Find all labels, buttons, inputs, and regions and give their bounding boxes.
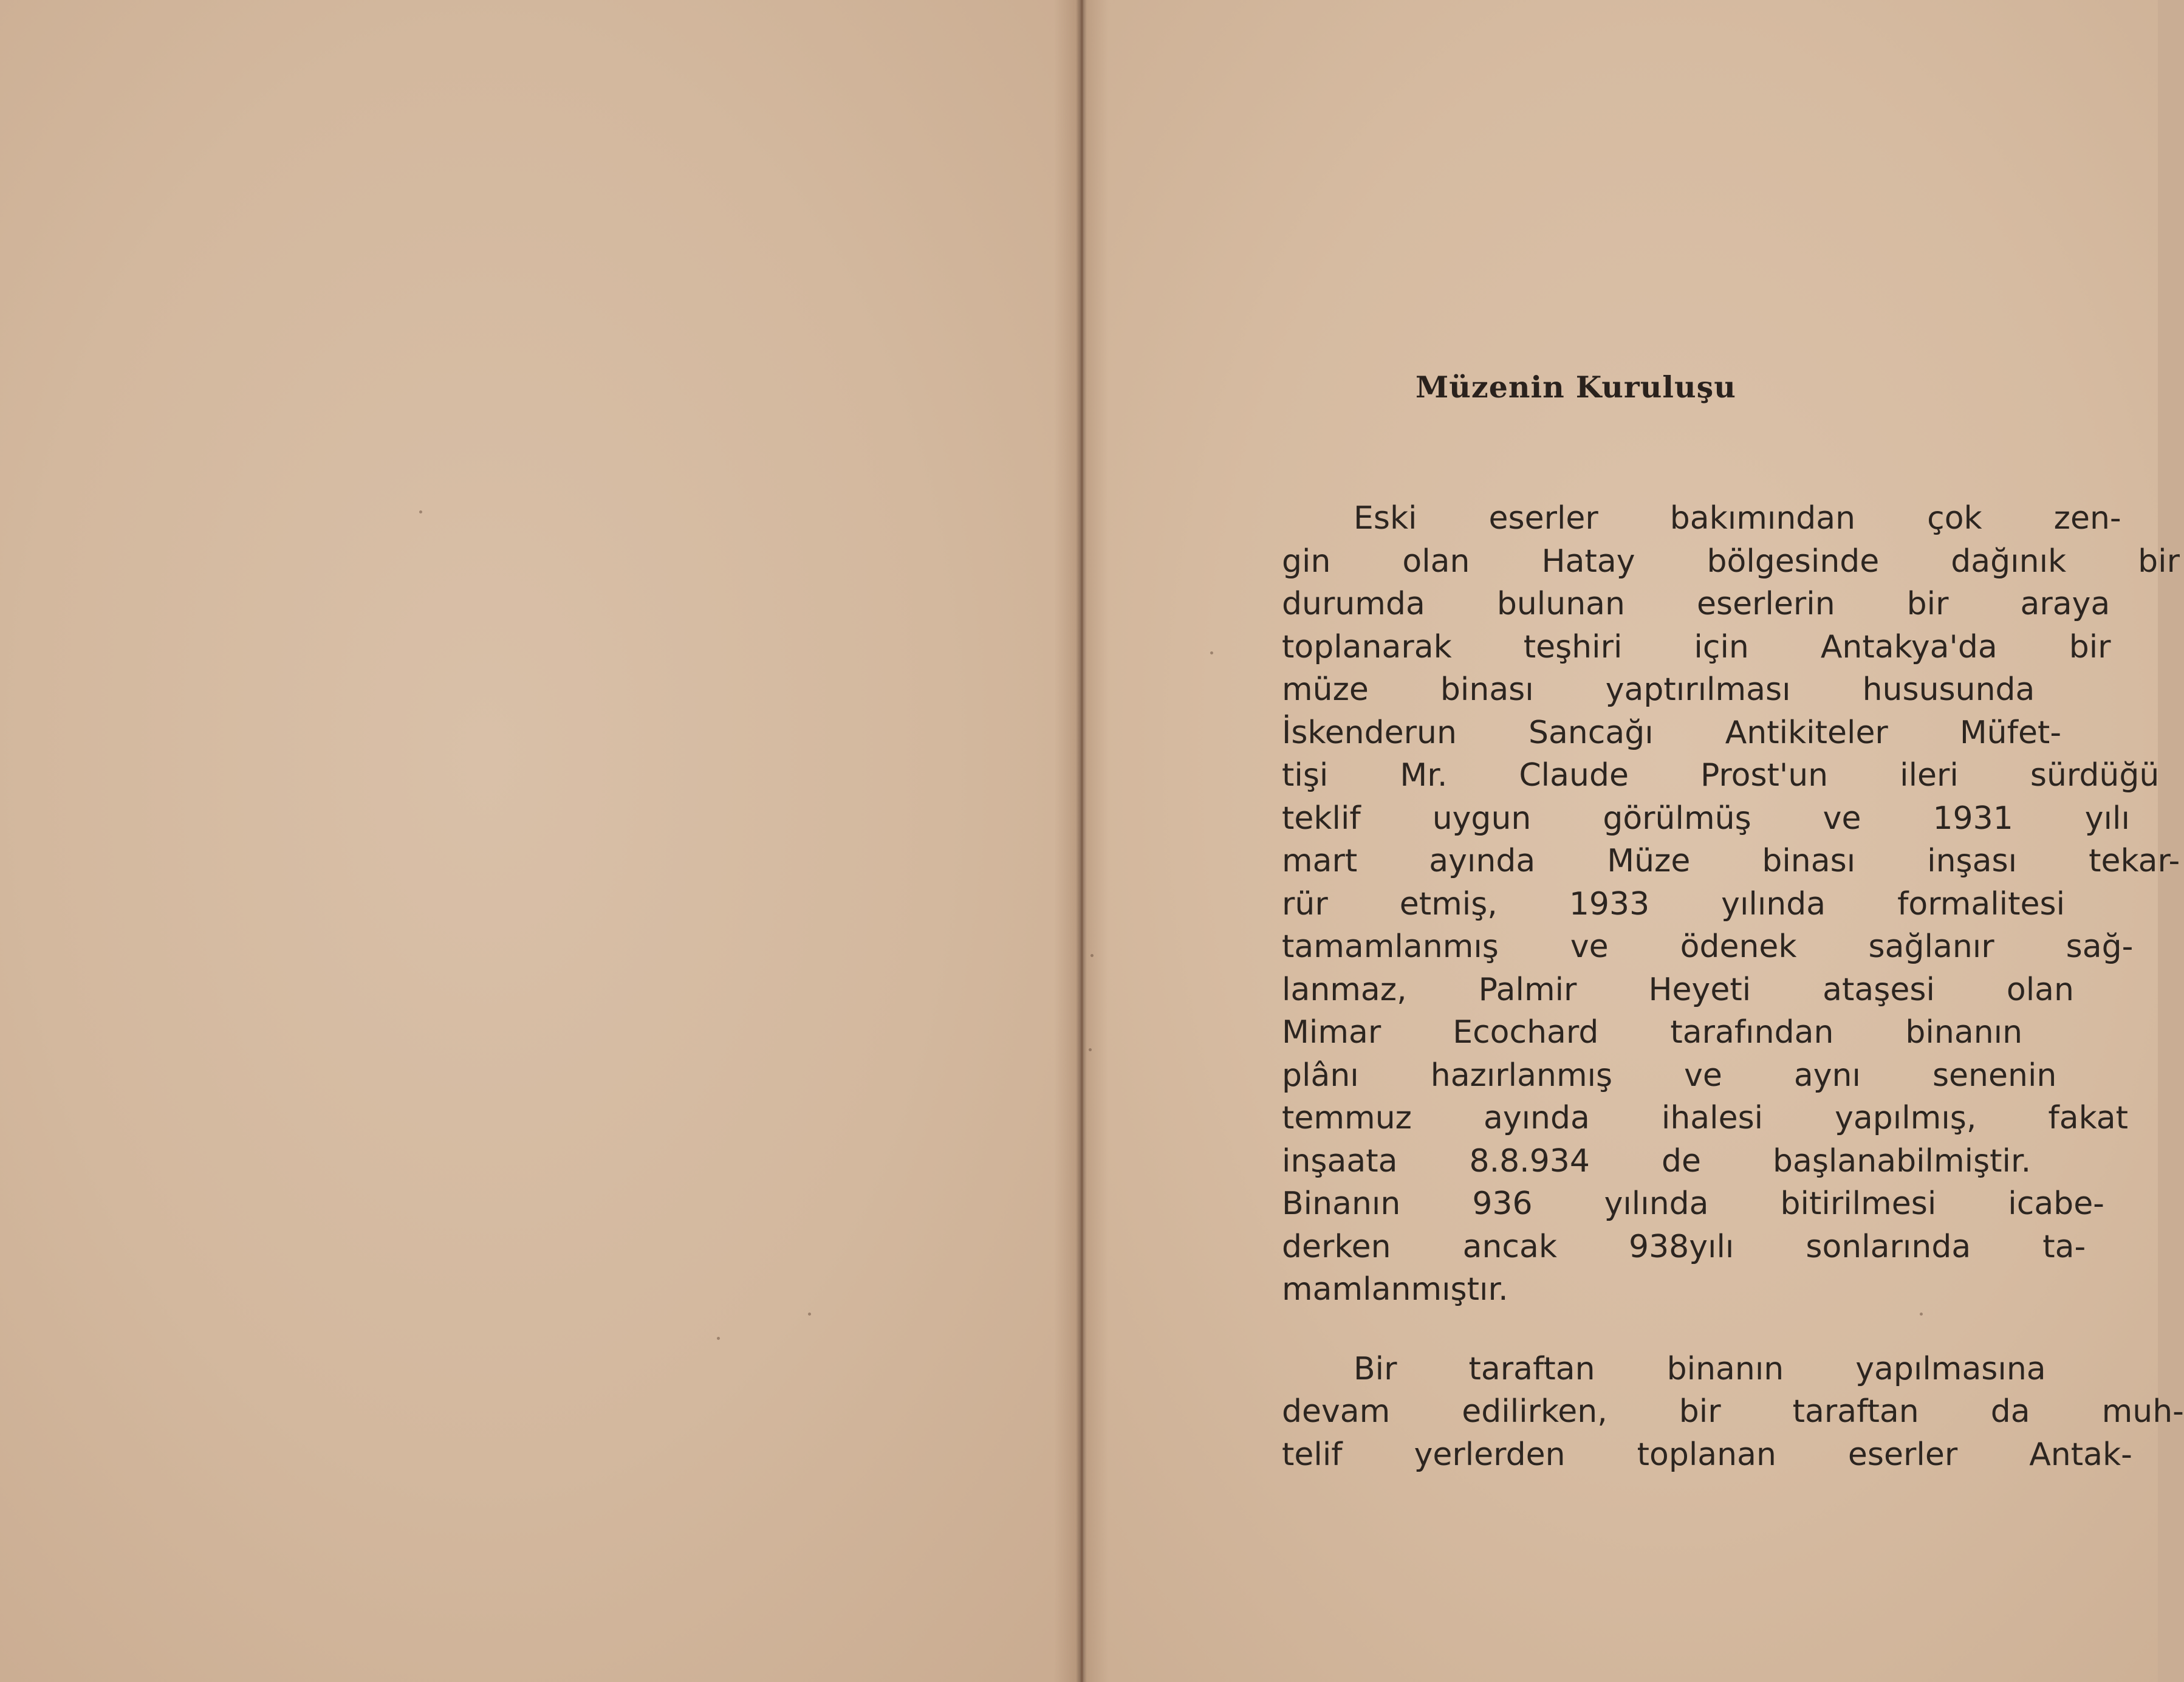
paper-speck [1090, 954, 1094, 957]
text-line: rür etmiş, 1933 yılında formalitesi [1282, 885, 2066, 922]
section-heading: Müzenin Kuruluşu [1415, 369, 1736, 405]
text-line: inşaata 8.8.934 de başlanabilmiştir. [1282, 1142, 2032, 1179]
text-line: tamamlanmış ve ödenek sağlanır sağ- [1282, 929, 2134, 965]
text-line: derken ancak 938yılı sonlarında ta- [1282, 1228, 2086, 1265]
text-line: telif yerlerden toplanan eserler Antak- [1282, 1436, 2132, 1473]
text-line: Binanın 936 yılında bitirilmesi icabe- [1282, 1186, 2104, 1222]
paper-speck [1089, 1048, 1092, 1051]
text-line: Mimar Ecochard tarafından binanın [1282, 1014, 2023, 1051]
text-line: tişi Mr. Claude Prost'un ileri sürdüğü [1282, 757, 2160, 794]
text-line: müze binası yaptırılması hususunda [1282, 671, 2035, 708]
text-line: Eski eserler bakımından çok zen- [1354, 500, 2121, 537]
paper-speck [419, 510, 422, 513]
text-line: gin olan Hatay bölgesinde dağınık bir [1282, 543, 2180, 580]
text-line: teklif uygun görülmüş ve 1931 yılı [1282, 800, 2130, 837]
text-line: mart ayında Müze binası inşası tekar- [1282, 843, 2180, 879]
text-line: plânı hazırlanmış ve aynı senenin [1282, 1057, 2057, 1094]
body-text [1210, 497, 2184, 1476]
paper-speck [808, 1313, 811, 1316]
paper-speck [717, 1337, 720, 1340]
text-line: devam edilirken, bir taraftan da muh- [1282, 1393, 2184, 1430]
text-line: Bir taraftan binanın yapılmasına [1354, 1350, 2046, 1387]
paragraph-1 [1210, 497, 2180, 1311]
text-line: toplanarak teşhiri için Antakya'da bir [1282, 628, 2111, 665]
text-line: durumda bulunan eserlerin bir araya [1282, 586, 2110, 622]
text-line: İskenderun Sancağı Antikiteler Müfet- [1282, 714, 2062, 751]
text-line: lanmaz, Palmir Heyeti ataşesi olan [1282, 971, 2074, 1008]
text-line: mamlanmıştır. [1282, 1271, 1508, 1308]
book-spine-line [1081, 0, 1083, 1682]
left-page-blank [0, 0, 1079, 1682]
paragraph-2 [1210, 1348, 2184, 1477]
text-line: temmuz ayında ihalesi yapılmış, fakat [1282, 1100, 2129, 1136]
